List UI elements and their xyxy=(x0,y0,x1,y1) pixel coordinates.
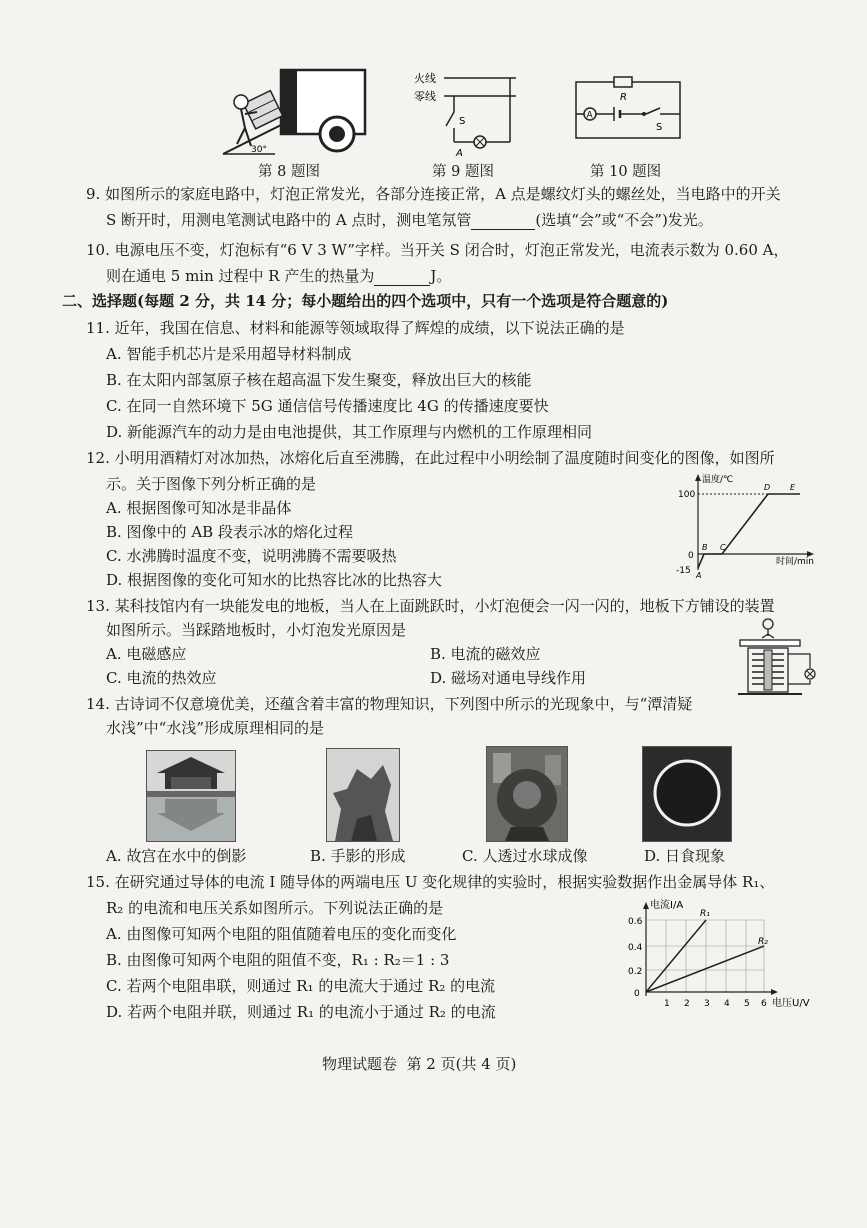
q10-text-b: J。 xyxy=(430,267,452,285)
q15-graph-tick-x5: 5 xyxy=(744,999,750,1008)
q15-graph-label-r1: R₁ xyxy=(700,909,710,919)
fig9-point-label: A xyxy=(456,148,463,159)
q14-option-c[interactable]: C. 人透过水球成像 xyxy=(462,847,588,865)
q15-option-a[interactable]: A. 由图像可知两个电阻的阻值随着电压的变化而变化 xyxy=(106,925,457,943)
q12-graph-point-a: A xyxy=(696,571,702,580)
q10-text-a: 则在通电 5 min 过程中 R 产生的热量为 xyxy=(106,267,375,285)
q12-graph-tick-neg15: -15 xyxy=(676,566,691,576)
q11-option-a[interactable]: A. 智能手机芯片是采用超导材料制成 xyxy=(106,345,352,363)
q12-line1: 12. 小明用酒精灯对冰加热，冰熔化后直至沸腾，在此过程中小明绘制了温度随时间变化的图像，如图所 xyxy=(86,449,775,467)
fig9-switch-label: S xyxy=(459,116,466,127)
q15-graph-label-r2: R₂ xyxy=(758,937,768,947)
q15-graph-tick-y04: 0.4 xyxy=(628,943,643,953)
q15-graph-tick-y0: 0 xyxy=(634,989,640,999)
q15-option-d[interactable]: D. 若两个电阻并联，则通过 R₁ 的电流小于通过 R₂ 的电流 xyxy=(106,1003,496,1021)
q15-graph-tick-x4: 4 xyxy=(724,999,730,1008)
q12-option-a[interactable]: A. 根据图像可知冰是非晶体 xyxy=(106,499,292,517)
q15-option-c[interactable]: C. 若两个电阻串联，则通过 R₁ 的电流大于通过 R₂ 的电流 xyxy=(106,977,496,995)
q12-option-d[interactable]: D. 根据图像的变化可知水的比热容比冰的比热容大 xyxy=(106,571,443,589)
q13-option-d[interactable]: D. 磁场对通电导线作用 xyxy=(430,669,587,687)
q15-graph-line-r1 xyxy=(646,920,706,992)
q13-option-c[interactable]: C. 电流的热效应 xyxy=(106,669,217,687)
q14-option-d[interactable]: D. 日食现象 xyxy=(644,847,726,865)
q12-option-c[interactable]: C. 水沸腾时温度不变，说明沸腾不需要吸热 xyxy=(106,547,397,565)
q12-graph-point-d: D xyxy=(764,483,771,492)
figure-8 xyxy=(215,62,375,162)
q14-image-c-water-ball[interactable] xyxy=(486,746,568,842)
q11-option-b[interactable]: B. 在太阳内部氢原子核在超高温下发生聚变，释放出巨大的核能 xyxy=(106,371,532,389)
q9-answer-blank[interactable] xyxy=(471,215,535,230)
q14-line2: 水浅”中“水浅”形成原理相同的是 xyxy=(106,719,325,737)
q15-graph-tick-x2: 2 xyxy=(684,999,690,1008)
fig10-caption: 第 10 题图 xyxy=(590,164,662,180)
q10-answer-blank[interactable] xyxy=(374,271,430,286)
fig10-switch-label: S xyxy=(656,122,663,133)
q12-graph-tick-100: 100 xyxy=(678,490,696,500)
q9-text-a: S 断开时，用测电笔测试电路中的 A 点时，测电笔氖管 xyxy=(106,211,472,229)
fig10-resistor-label: R xyxy=(620,92,627,103)
q11-stem: 11. 近年，我国在信息、材料和能源等领域取得了辉煌的成绩，以下说法正确的是 xyxy=(86,319,625,337)
q13-line2: 如图所示。当踩踏地板时，小灯泡发光原因是 xyxy=(106,621,407,639)
fig10-ammeter-label: A xyxy=(586,110,593,121)
fig9-live-label: 火线 xyxy=(414,72,436,85)
q10-line2 xyxy=(106,266,451,286)
q15-iu-graph xyxy=(624,896,820,1008)
q9-line2 xyxy=(106,210,713,230)
q14-line1: 14. 古诗词不仅意境优美，还蕴含着丰富的物理知识，下列图中所示的光现象中，与“潭清疑 xyxy=(86,695,693,713)
q12-temperature-graph xyxy=(672,470,817,580)
q14-option-a[interactable]: A. 故宫在水中的倒影 xyxy=(106,847,247,865)
q15-line1: 15. 在研究通过导体的电流 I 随导体的两端电压 U 变化规律的实验时，根据实验数据作出金属导体 R₁、 xyxy=(86,873,775,891)
fig9-neutral-label: 零线 xyxy=(414,90,436,103)
q15-graph-tick-y02: 0.2 xyxy=(628,967,643,977)
q12-option-b[interactable]: B. 图像中的 AB 段表示冰的熔化过程 xyxy=(106,523,353,541)
q14-option-b[interactable]: B. 手影的形成 xyxy=(310,847,406,865)
q15-graph-xlabel: 电压U/V xyxy=(772,998,810,1008)
section2-title: 二、选择题(每题 2 分，共 14 分；每小题给出的四个选项中，只有一个选项是符合题意的) xyxy=(62,292,669,310)
q13-floor-generator-figure xyxy=(732,614,822,704)
q12-graph-xlabel: 时间/min xyxy=(776,557,815,567)
q15-graph-tick-x6: 6 xyxy=(761,999,767,1008)
figure-9 xyxy=(410,68,520,160)
q13-option-b[interactable]: B. 电流的磁效应 xyxy=(430,645,541,663)
q12-graph-point-c: C xyxy=(720,543,726,552)
page-footer: 物理试题卷 第 2 页(共 4 页) xyxy=(322,1055,517,1073)
q14-image-a-reflection[interactable] xyxy=(146,750,236,842)
q11-option-d[interactable]: D. 新能源汽车的动力是由电池提供，其工作原理与内燃机的工作原理相同 xyxy=(106,423,593,441)
q15-graph-ylabel: 电流I/A xyxy=(650,900,684,911)
q12-graph-ylabel: 温度/℃ xyxy=(702,475,734,485)
q13-line1: 13. 某科技馆内有一块能发电的地板，当人在上面跳跃时，小灯泡便会一闪一闪的，地板下方铺设的装置 xyxy=(86,597,775,615)
q12-graph-point-b: B xyxy=(702,543,708,552)
q15-line2: R₂ 的电流和电压关系如图所示。下列说法正确的是 xyxy=(106,899,444,917)
q9-line1: 9. 如图所示的家庭电路中，灯泡正常发光，各部分连接正常，A 点是螺纹灯头的螺丝处，当电路中的开关 xyxy=(86,185,781,203)
q14-image-b-hand-shadow[interactable] xyxy=(326,748,400,842)
fig8-caption: 第 8 题图 xyxy=(258,164,320,180)
q15-option-b[interactable]: B. 由图像可知两个电阻的阻值不变，R₁ : R₂＝1 : 3 xyxy=(106,951,450,969)
figure-10 xyxy=(568,74,688,154)
q15-graph-tick-y06: 0.6 xyxy=(628,917,643,927)
q11-option-c[interactable]: C. 在同一自然环境下 5G 通信信号传播速度比 4G 的传播速度要快 xyxy=(106,397,549,415)
q12-graph-point-e: E xyxy=(790,483,796,492)
fig8-angle: 30° xyxy=(251,145,267,155)
q15-graph-tick-x1: 1 xyxy=(664,999,670,1008)
q13-option-a[interactable]: A. 电磁感应 xyxy=(106,645,187,663)
fig9-caption: 第 9 题图 xyxy=(432,164,494,180)
q12-graph-tick-0: 0 xyxy=(688,551,694,561)
q10-line1: 10. 电源电压不变，灯泡标有“6 V 3 W”字样。当开关 S 闭合时，灯泡正常发光，电流表示数为 0.60 A， xyxy=(86,241,789,259)
q9-text-b: (选填“会”或“不会”)发光。 xyxy=(535,211,713,229)
q14-image-d-solar-eclipse[interactable] xyxy=(642,746,732,842)
q12-line2: 示。关于图像下列分析正确的是 xyxy=(106,475,317,493)
q15-graph-tick-x3: 3 xyxy=(704,999,710,1008)
